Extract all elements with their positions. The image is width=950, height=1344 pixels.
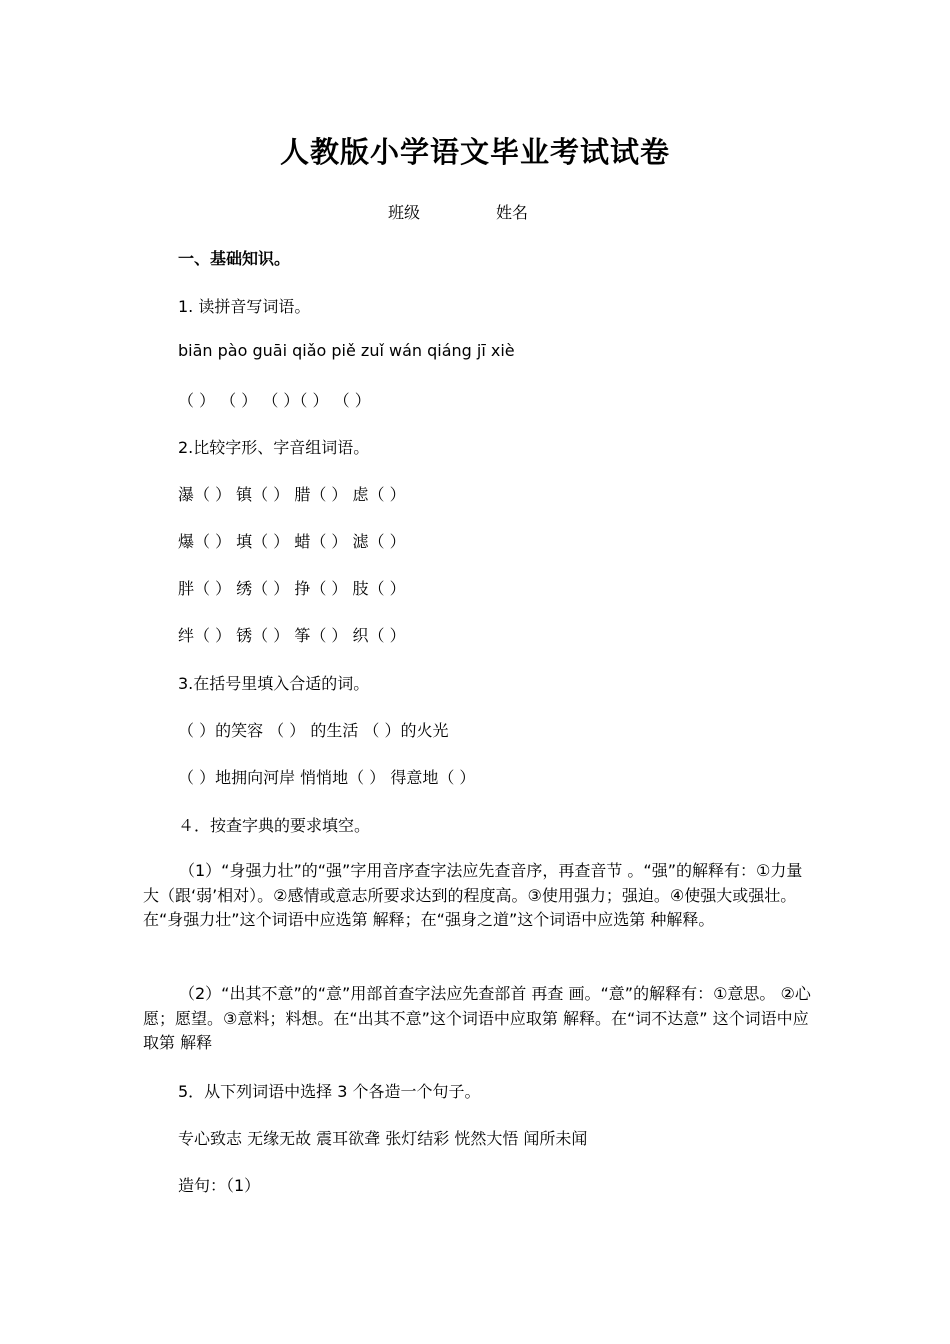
sentence-line: 造句：（1） xyxy=(178,1176,261,1195)
question-4-part-2-text: （2）“出其不意”的“意”用部首查字法应先查部首 再查 画。“意”的解释有：①意思。 ②心愿；愿望。③意料；料想。在“出其不意”这个词语中应取第 解释。在“词不达意” 这个词语中应取第 解释 xyxy=(143,984,811,1052)
question-3-label: 3.在括号里填入合适的词。 xyxy=(178,674,370,693)
question-4-part-1 xyxy=(143,859,818,933)
section-heading: 一、基础知识。 xyxy=(178,249,291,268)
word-list: 专心致志 无缘无故 震耳欲聋 张灯结彩 恍然大悟 闻所未闻 xyxy=(178,1129,588,1148)
char-compare-row: 瀑（ ） 镇（ ） 腊（ ） 虑（ ） xyxy=(178,485,406,504)
fill-in-row: （ ）的笑容 （ ） 的生活 （ ）的火光 xyxy=(178,721,449,740)
question-5-label: 5．从下列词语中选择 3 个各造一个句子。 xyxy=(178,1082,481,1101)
name-label: 姓名 xyxy=(496,203,529,222)
question-4-part-1-text: （1）“身强力壮”的“强”字用音序查字法应先查音序，再查音节 。“强”的解释有：①力量大（跟‘弱’相对）。②感情或意志所要求达到的程度高。③使用强力；强迫。④使强大或强壮。在“身强力壮”这个词语中应选第 解释；在“强身之道”这个词语中应选第 种解释。 xyxy=(143,861,803,929)
question-4-label: ４．按查字典的要求填空。 xyxy=(178,816,371,835)
class-label: 班级 xyxy=(388,203,421,222)
question-2-label: 2.比较字形、字音组词语。 xyxy=(178,438,370,457)
page-title: 人教版小学语文毕业考试试卷 xyxy=(279,135,670,169)
question-1-label: 1. 读拼音写词语。 xyxy=(178,297,311,316)
pinyin-line: biān pào guāi qiǎo piě zuǐ wán qiáng jī xiè xyxy=(178,341,515,360)
question-4-part-2 xyxy=(143,982,818,1056)
char-compare-row: 绊（ ） 锈（ ） 筝（ ） 织（ ） xyxy=(178,626,406,645)
answer-blanks: （ ） （ ） （ ）（ ） （ ） xyxy=(178,391,371,410)
char-compare-row: 胖（ ） 绣（ ） 挣（ ） 肢（ ） xyxy=(178,579,406,598)
fill-in-row: （ ）地拥向河岸 悄悄地（ ） 得意地（ ） xyxy=(178,768,476,787)
char-compare-row: 爆（ ） 填（ ） 蜡（ ） 滤（ ） xyxy=(178,532,406,551)
